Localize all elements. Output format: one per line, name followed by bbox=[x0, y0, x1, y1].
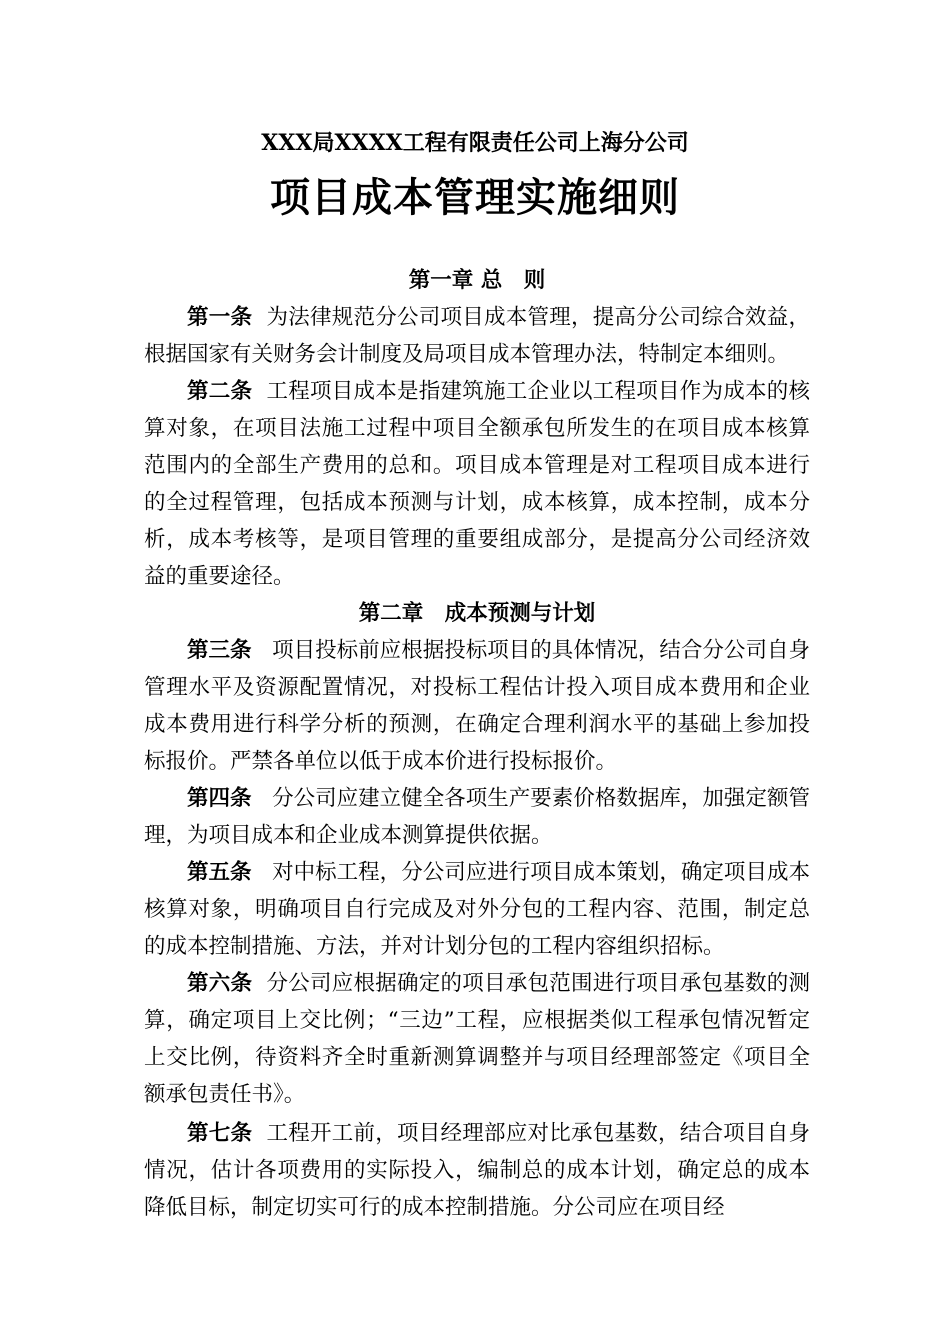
article-number: 第五条 bbox=[187, 860, 252, 885]
article-2 bbox=[144, 373, 810, 595]
chapter-heading-1: 第一章 总 则 bbox=[408, 268, 546, 293]
article-5 bbox=[144, 854, 810, 965]
document-body bbox=[144, 262, 810, 1226]
article-text: 对中标工程，分公司应进行项目成本策划，确定项目成本核算对象，明确项目自行完成及对外分包的工程内容、范围，制定总的成本控制措施、方法，并对计划分包的工程内容组织招标。 bbox=[144, 860, 810, 959]
article-text: 项目投标前应根据投标项目的具体情况，结合分公司自身管理水平及资源配置情况，对投标工程估计投入项目成本费用和企业成本费用进行科学分析的预测，在确定合理利润水平的基础上参加投标报价。严禁各单位以低于成本价进行投标报价。 bbox=[144, 638, 810, 774]
article-4 bbox=[144, 780, 810, 854]
article-number: 第一条 bbox=[187, 305, 253, 330]
article-number: 第七条 bbox=[187, 1121, 253, 1146]
article-number: 第六条 bbox=[187, 971, 253, 996]
document-title: 项目成本管理实施细则 bbox=[270, 174, 680, 221]
article-text: 工程项目成本是指建筑施工企业以工程项目作为成本的核算对象，在项目法施工过程中项目全额承包所发生的在项目成本核算范围内的全部生产费用的总和。项目成本管理是对工程项目成本进行的全过程管理，包括成本预测与计划，成本核算，成本控制，成本分析，成本考核等，是项目管理的重要组成部分，是提高分公司经济效益的重要途径。 bbox=[144, 379, 810, 589]
article-text: 为法律规范分公司项目成本管理，提高分公司综合效益，根据国家有关财务会计制度及局项目成本管理办法，特制定本细则。 bbox=[144, 305, 810, 367]
article-text: 分公司应建立健全各项生产要素价格数据库，加强定额管理，为项目成本和企业成本测算提供依据。 bbox=[144, 786, 810, 848]
article-1 bbox=[144, 299, 810, 373]
article-3 bbox=[144, 632, 810, 780]
document-subtitle: XXX局XXXX工程有限责任公司上海分公司 bbox=[261, 130, 689, 156]
article-text: 工程开工前，项目经理部应对比承包基数，结合项目自身情况，估计各项费用的实际投入，编制总的成本计划，确定总的成本降低目标，制定切实可行的成本控制措施。分公司应在项目经 bbox=[144, 1121, 810, 1220]
article-number: 第三条 bbox=[187, 638, 252, 663]
article-number: 第四条 bbox=[187, 786, 252, 811]
article-number: 第二条 bbox=[187, 379, 253, 404]
article-6 bbox=[144, 965, 810, 1113]
chapter-heading-2: 第二章 成本预测与计划 bbox=[358, 601, 596, 626]
article-text: 分公司应根据确定的项目承包范围进行项目承包基数的测算，确定项目上交比例；“三边”工程，应根据类似工程承包情况暂定上交比例，待资料齐全时重新测算调整并与项目经理部签定《项目全额承包责任书》。 bbox=[144, 971, 810, 1107]
article-7 bbox=[144, 1115, 810, 1226]
